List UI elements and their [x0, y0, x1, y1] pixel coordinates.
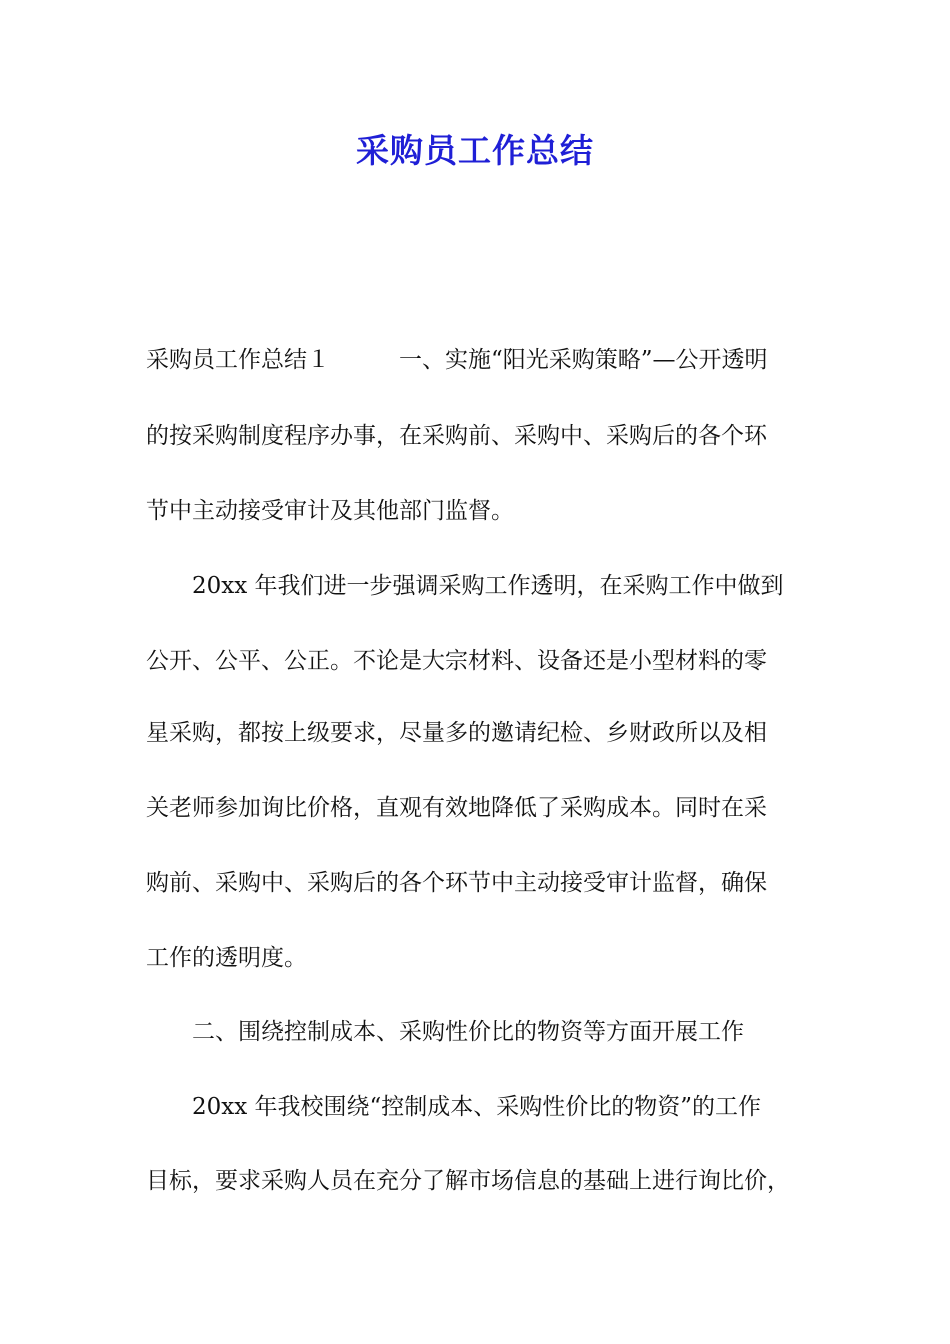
body-line: 关老师参加询比价格，直观有效地降低了采购成本。同时在采 [146, 795, 767, 821]
body-line: 20xx 年我们进一步强调采购工作透明，在采购工作中做到 [146, 573, 784, 599]
body-line: 购前、采购中、采购后的各个环节中主动接受审计监督，确保 [146, 870, 767, 896]
body-line: 的按采购制度程序办事，在采购前、采购中、采购后的各个环 [146, 423, 767, 449]
body-line: 星采购，都按上级要求，尽量多的邀请纪检、乡财政所以及相 [146, 720, 767, 746]
body-line: 20xx 年我校围绕“控制成本、采购性价比的物资”的工作 [146, 1094, 762, 1120]
body-line: 目标，要求采购人员在充分了解市场信息的基础上进行询比价， [146, 1168, 790, 1194]
document-title: 采购员工作总结 [356, 131, 594, 170]
body-line: 公开、公平、公正。不论是大宗材料、设备还是小型材料的零 [146, 648, 767, 674]
body-line: 采购员工作总结１ 一、实施“阳光采购策略”—公开透明 [146, 347, 768, 373]
body-line: 工作的透明度。 [146, 945, 307, 971]
body-line: 二、围绕控制成本、采购性价比的物资等方面开展工作 [146, 1019, 744, 1045]
body-line: 节中主动接受审计及其他部门监督。 [146, 498, 514, 524]
